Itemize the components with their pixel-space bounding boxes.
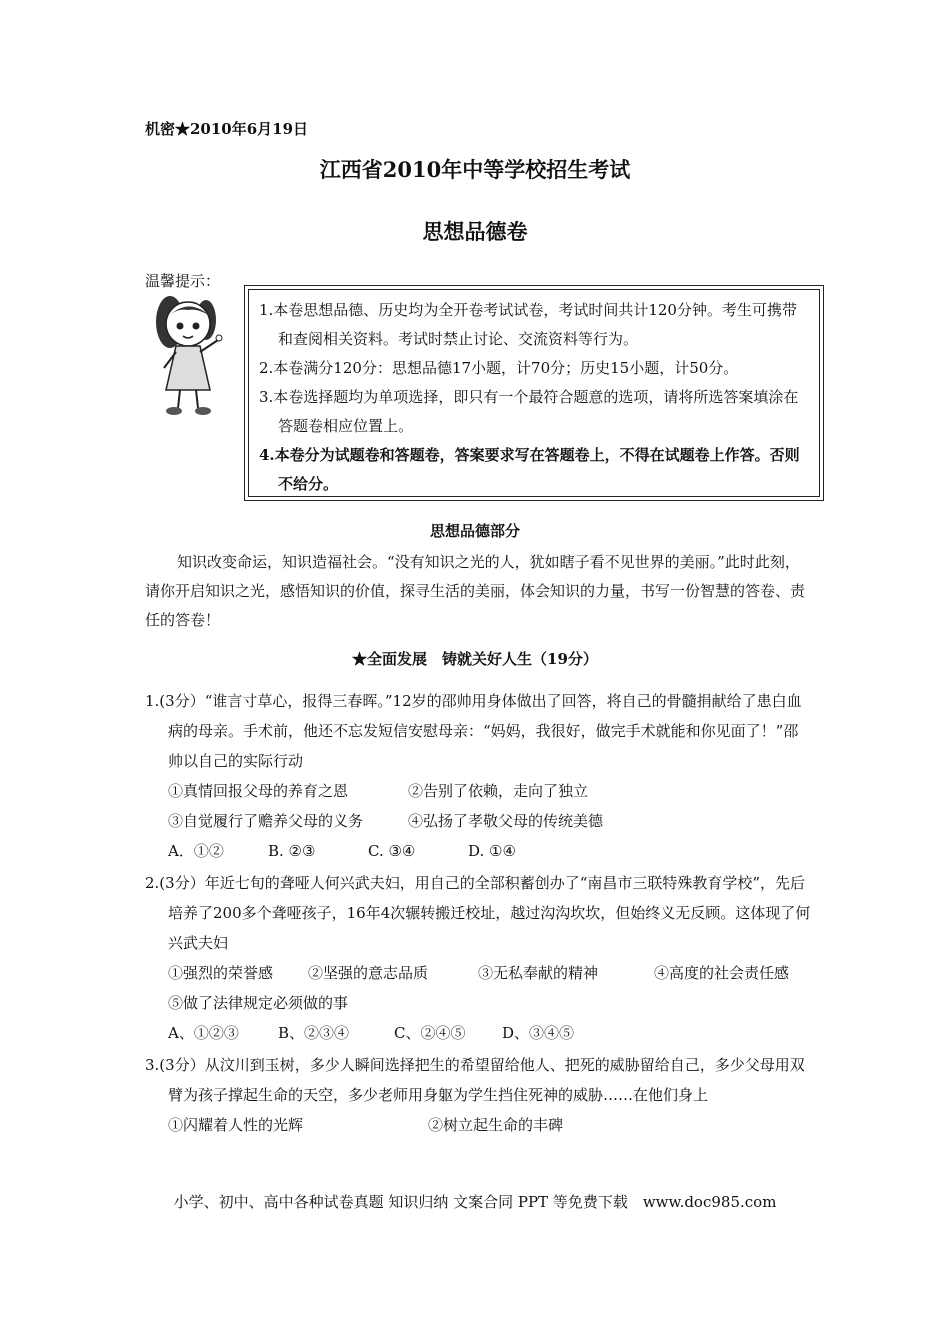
question-text: 3.(3分）从汶川到玉树，多少人瞬间选择把生的希望留给他人、把死的威胁留给自己，多少父母用双臂为孩子撑起生命的天空，多少老师用身躯为学生挡住死神的威胁……在他们身上	[145, 1056, 805, 1104]
notice-item: 2.本卷满分120分：思想品德17小题，计70分；历史15小题，计50分。	[259, 359, 739, 377]
choice: A．①②	[168, 842, 224, 860]
choice: D. ①④	[468, 842, 516, 860]
statement: ③自觉履行了赡养父母的义务	[168, 812, 364, 830]
notice-label: 温馨提示：	[145, 272, 221, 290]
statement: ②坚强的意志品质	[308, 964, 429, 982]
statement: ①真情回报父母的养育之恩	[168, 782, 349, 800]
question-text: 1.(3分）“谁言寸草心，报得三春晖。”12岁的邵帅用身体做出了回答，将自己的骨髓捐献给了患白血病的母亲。手术前，他还不忘发短信安慰母亲：“妈妈，我很好，做完手术就能和你见面了！”邵帅以自己的实际行动	[145, 692, 802, 770]
question-1	[145, 686, 811, 866]
statement-row	[145, 958, 811, 988]
statement-row	[145, 988, 811, 1018]
question-2	[145, 868, 811, 1048]
confidential-date: 机密★2010年6月19日	[145, 120, 309, 138]
statement-row	[145, 1110, 811, 1140]
notice-item-important: 4.本卷分为试题卷和答题卷，答案要求写在答题卷上，不得在试题卷上作答。否则不给分。	[259, 446, 800, 493]
choice: B、②③④	[278, 1024, 350, 1042]
statement: ②树立起生命的丰碑	[428, 1116, 564, 1134]
statement: ④高度的社会责任感	[654, 964, 790, 982]
statement: ③无私奉献的精神	[478, 964, 599, 982]
choice-row	[145, 1018, 811, 1048]
section-title: 思想品德部分	[429, 522, 520, 540]
statement: ①闪耀着人性的光辉	[168, 1116, 304, 1134]
question-text: 2.(3分）年近七旬的聋哑人何兴武夫妇，用自己的全部积蓄创办了“南昌市三联特殊教育学校”，先后培养了200多个聋哑孩子，16年4次辗转搬迁校址，越过沟沟坎坎，但始终义无反顾。这体现了何兴武夫妇	[145, 874, 811, 952]
choice: A、①②③	[168, 1024, 239, 1042]
section-intro: 知识改变命运，知识造福社会。“没有知识之光的人，犹如瞎子看不见世界的美丽。”此时此刻，请你开启知识之光，感悟知识的价值，探寻生活的美丽，体会知识的力量，书写一份智慧的答卷、责任的答卷！	[145, 553, 806, 629]
statement: ④弘扬了孝敬父母的传统美德	[408, 812, 604, 830]
exam-title: 江西省2010年中等学校招生考试	[319, 157, 631, 182]
part-title: ★全面发展 铸就关好人生（19分）	[352, 650, 598, 668]
choice: B. ②③	[268, 842, 316, 860]
statement-row	[145, 806, 811, 836]
cartoon-girl-icon	[148, 292, 238, 422]
choice-row	[145, 836, 811, 866]
choice: C. ③④	[368, 842, 416, 860]
statement: ①强烈的荣誉感	[168, 964, 274, 982]
question-3	[145, 1050, 811, 1140]
exam-subtitle: 思想品德卷	[422, 219, 528, 244]
statement: ②告别了依赖，走向了独立	[408, 782, 589, 800]
statement-row	[145, 776, 811, 806]
choice: C、②④⑤	[394, 1024, 466, 1042]
footer-text: 小学、初中、高中各种试卷真题 知识归纳 文案合同 PPT 等免费下载 www.doc985.com	[173, 1193, 777, 1211]
statement: ⑤做了法律规定必须做的事	[168, 994, 349, 1012]
choice: D、③④⑤	[502, 1024, 575, 1042]
notice-box	[244, 285, 824, 501]
notice-item: 1.本卷思想品德、历史均为全开卷考试试卷，考试时间共计120分钟。考生可携带和查阅相关资料。考试时禁止讨论、交流资料等行为。	[259, 301, 797, 348]
notice-item: 3.本卷选择题均为单项选择，即只有一个最符合题意的选项，请将所选答案填涂在答题卷相应位置上。	[259, 388, 799, 435]
